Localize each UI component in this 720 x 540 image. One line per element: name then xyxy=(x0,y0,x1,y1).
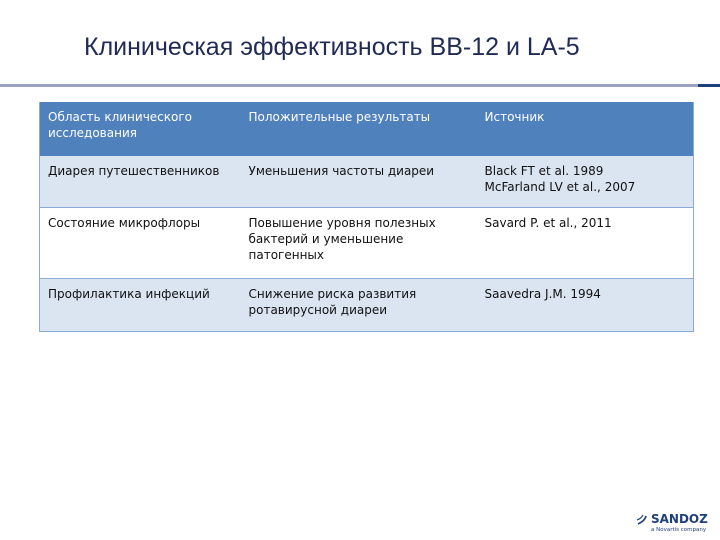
cell-result: Уменьшения частоты диареи xyxy=(241,156,477,208)
title-divider xyxy=(0,84,720,87)
table-row xyxy=(40,279,694,332)
cell-area: Диарея путешественников xyxy=(40,156,241,208)
header-results: Положительные результаты xyxy=(241,102,477,156)
cell-result: Повышение уровня полезных бактерий и уменьшение патогенных xyxy=(241,208,477,279)
sandoz-mark-icon xyxy=(636,514,648,526)
header-area: Область клинического исследования xyxy=(40,102,241,156)
cell-area: Профилактика инфекций xyxy=(40,279,241,332)
table-header-row xyxy=(40,102,694,156)
cell-source xyxy=(477,156,694,208)
cell-result: Снижение риска развития ротавирусной диареи xyxy=(241,279,477,332)
cell-source xyxy=(477,208,694,279)
table-row xyxy=(40,208,694,279)
logo-tagline: a Novartis company xyxy=(651,527,707,533)
source-line: Savard P. et al., 2011 xyxy=(484,216,612,230)
cell-area: Состояние микрофлоры xyxy=(40,208,241,279)
cell-source xyxy=(477,279,694,332)
efficacy-table xyxy=(39,102,694,332)
header-source: Источник xyxy=(477,102,694,156)
logo-wordmark: SANDOZ xyxy=(651,512,708,526)
slide-title: Клиническая эффективность ВВ-12 и LA-5 xyxy=(84,33,580,61)
divider-accent xyxy=(698,84,720,87)
source-line: McFarland LV et al., 2007 xyxy=(484,180,636,194)
source-line: Black FT et al. 1989 xyxy=(484,164,604,178)
source-line: Saavedra J.M. 1994 xyxy=(484,287,601,301)
table-row xyxy=(40,156,694,208)
